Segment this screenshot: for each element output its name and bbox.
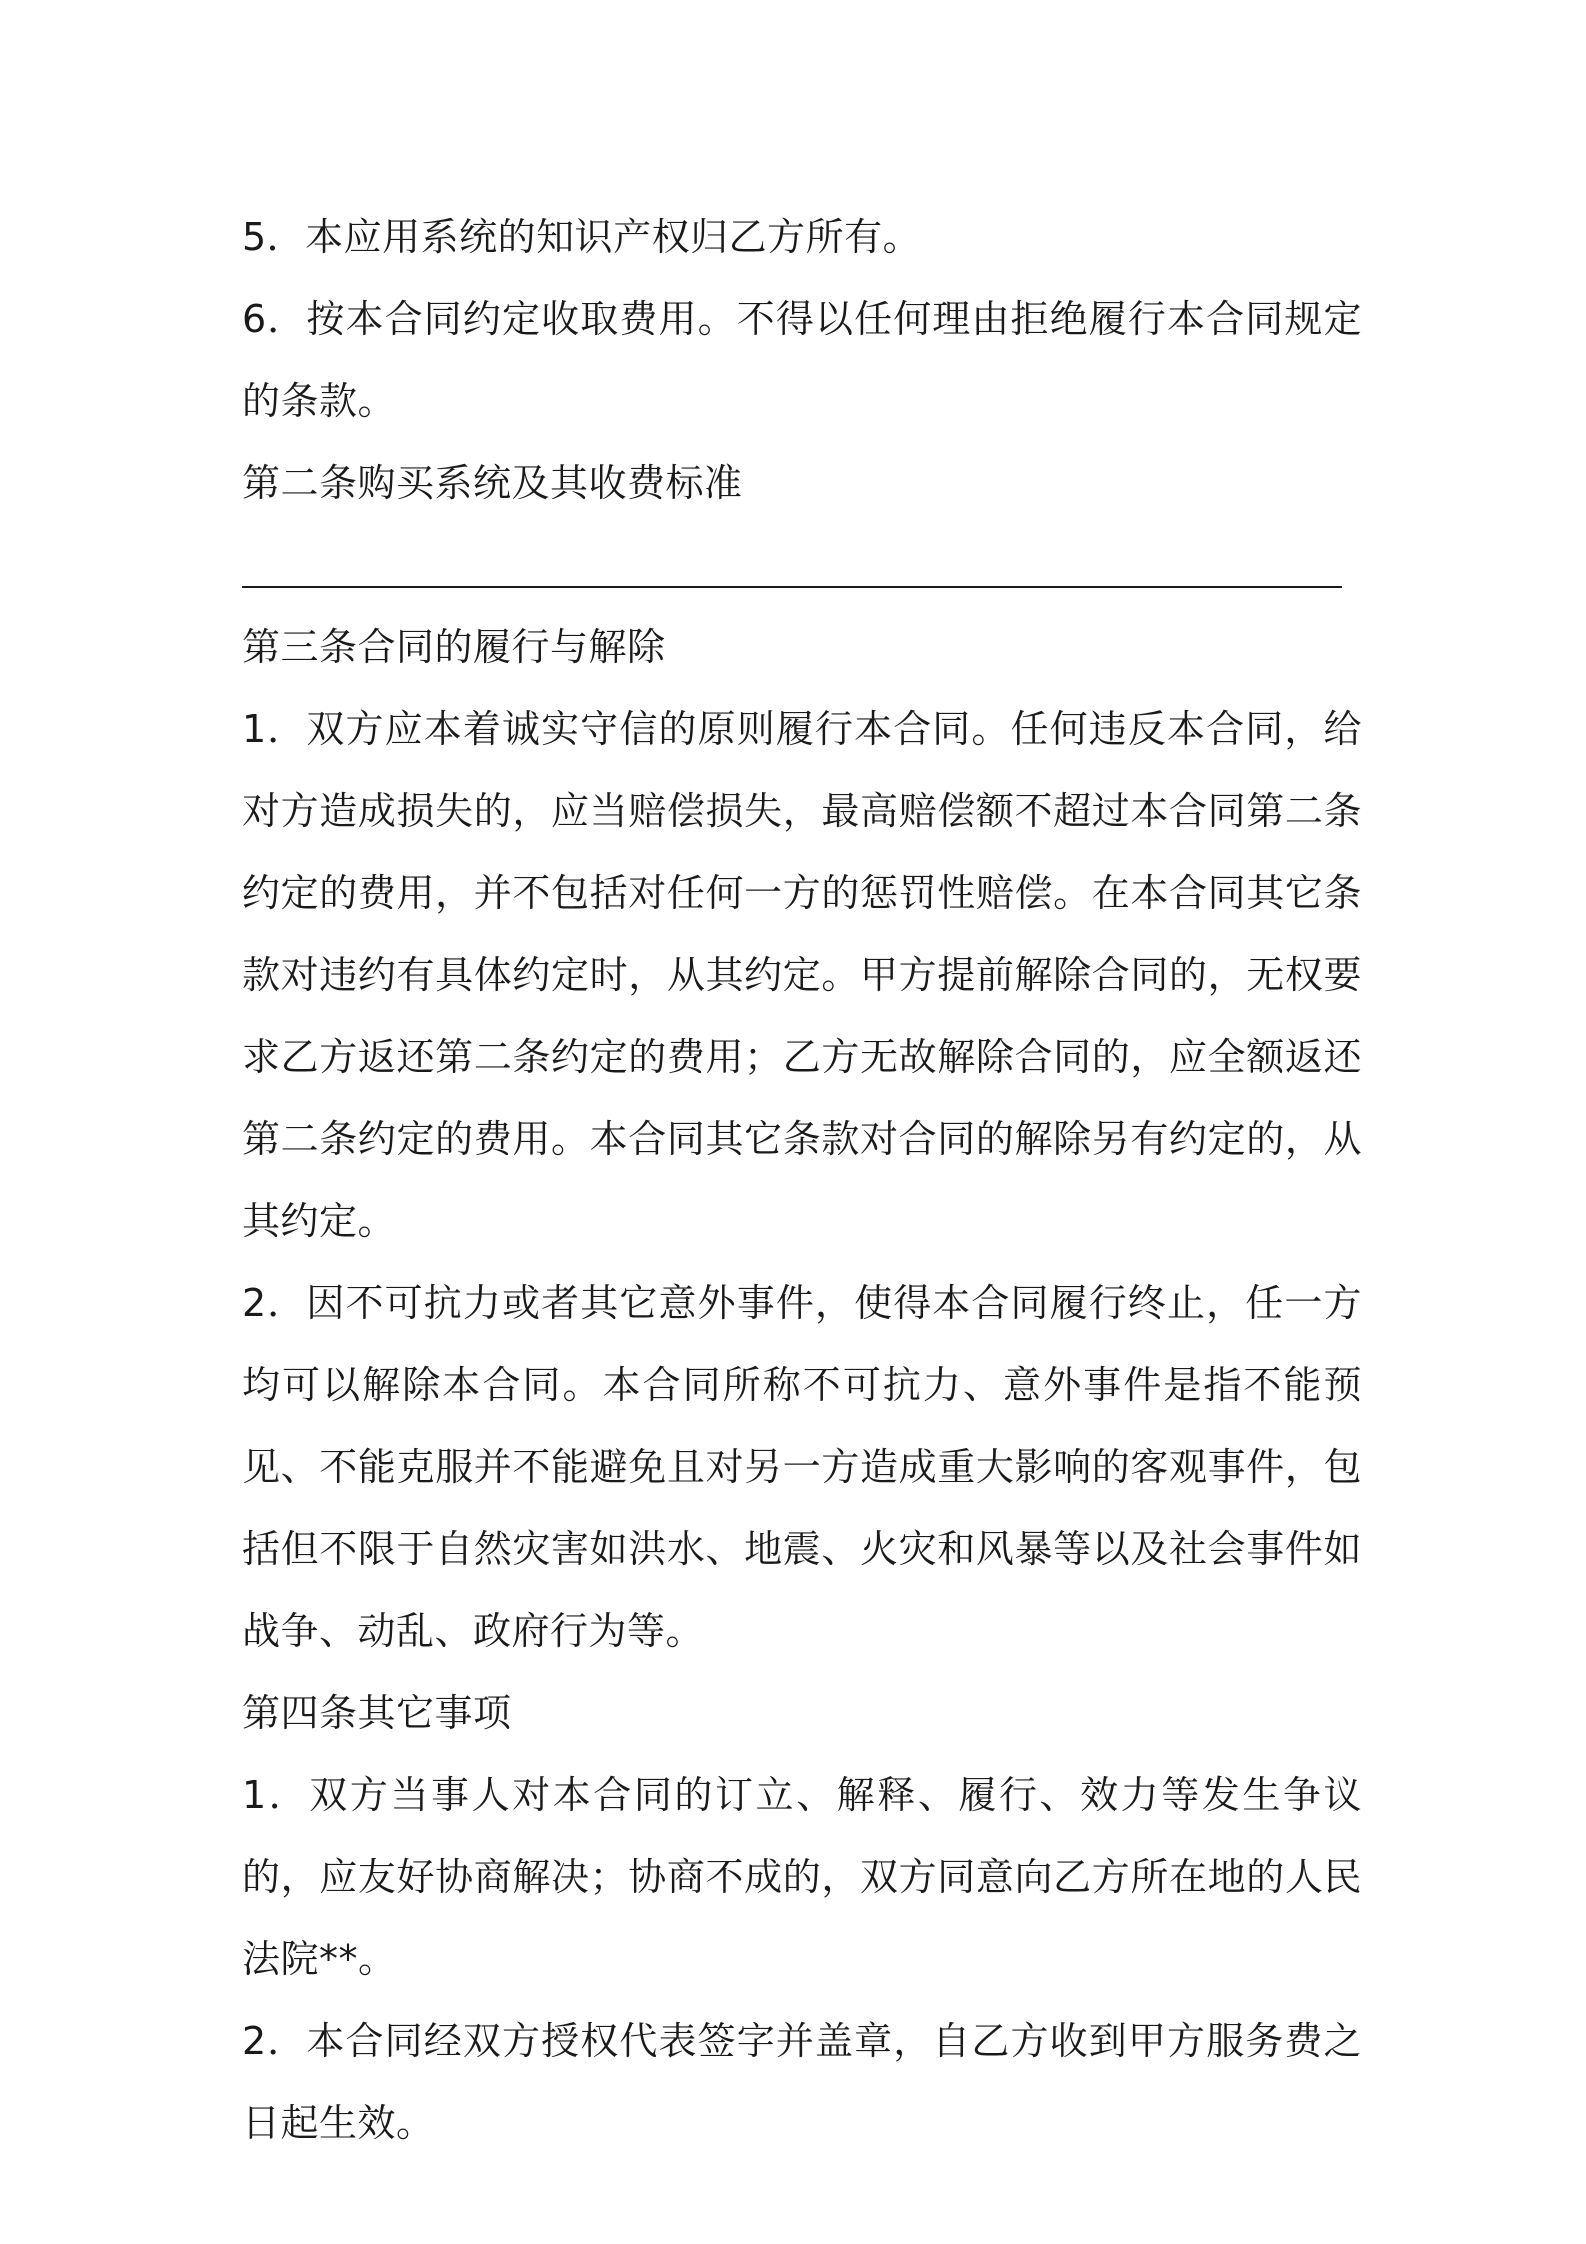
clause-item-4-2: 2．本合同经双方授权代表签字并盖章，自乙方收到甲方服务费之日起生效。 — [242, 2019, 1362, 2145]
clause-item-4-1: 1．双方当事人对本合同的订立、解释、履行、效力等发生争议的，应友好协商解决；协商不成的，双方同意向乙方所在地的人民法院**。 — [242, 1773, 1362, 1981]
document-body — [242, 196, 1362, 2164]
section-heading-article-4: 第四条其它事项 — [242, 1691, 512, 1735]
section-heading-article-3: 第三条合同的履行与解除 — [242, 625, 666, 669]
clause-item-6: 6．按本合同约定收取费用。不得以任何理由拒绝履行本合同规定的条款。 — [242, 297, 1362, 423]
clause-item-5: 5．本应用系统的知识产权归乙方所有。 — [242, 215, 922, 259]
clause-item-3-1: 1．双方应本着诚实守信的原则履行本合同。任何违反本合同，给对方造成损失的，应当赔偿损失，最高赔偿额不超过本合同第二条约定的费用，并不包括对任何一方的惩罚性赔偿。在本合同其它条款对违约有具体约定时，从其约定。甲方提前解除合同的，无权要求乙方返还第二条约定的费用；乙方无故解除合同的，应全额返还第二条约定的费用。本合同其它条款对合同的解除另有约定的，从其约定。 — [242, 707, 1362, 1243]
fill-in-blank-line — [242, 524, 1362, 606]
section-heading-article-2: 第二条购买系统及其收费标准 — [242, 461, 743, 505]
blank-underline — [242, 586, 1342, 588]
clause-item-3-2: 2．因不可抗力或者其它意外事件，使得本合同履行终止，任一方均可以解除本合同。本合同所称不可抗力、意外事件是指不能预见、不能克服并不能避免且对另一方造成重大影响的客观事件，包括但不限于自然灾害如洪水、地震、火灾和风暴等以及社会事件如战争、动乱、政府行为等。 — [242, 1281, 1362, 1653]
